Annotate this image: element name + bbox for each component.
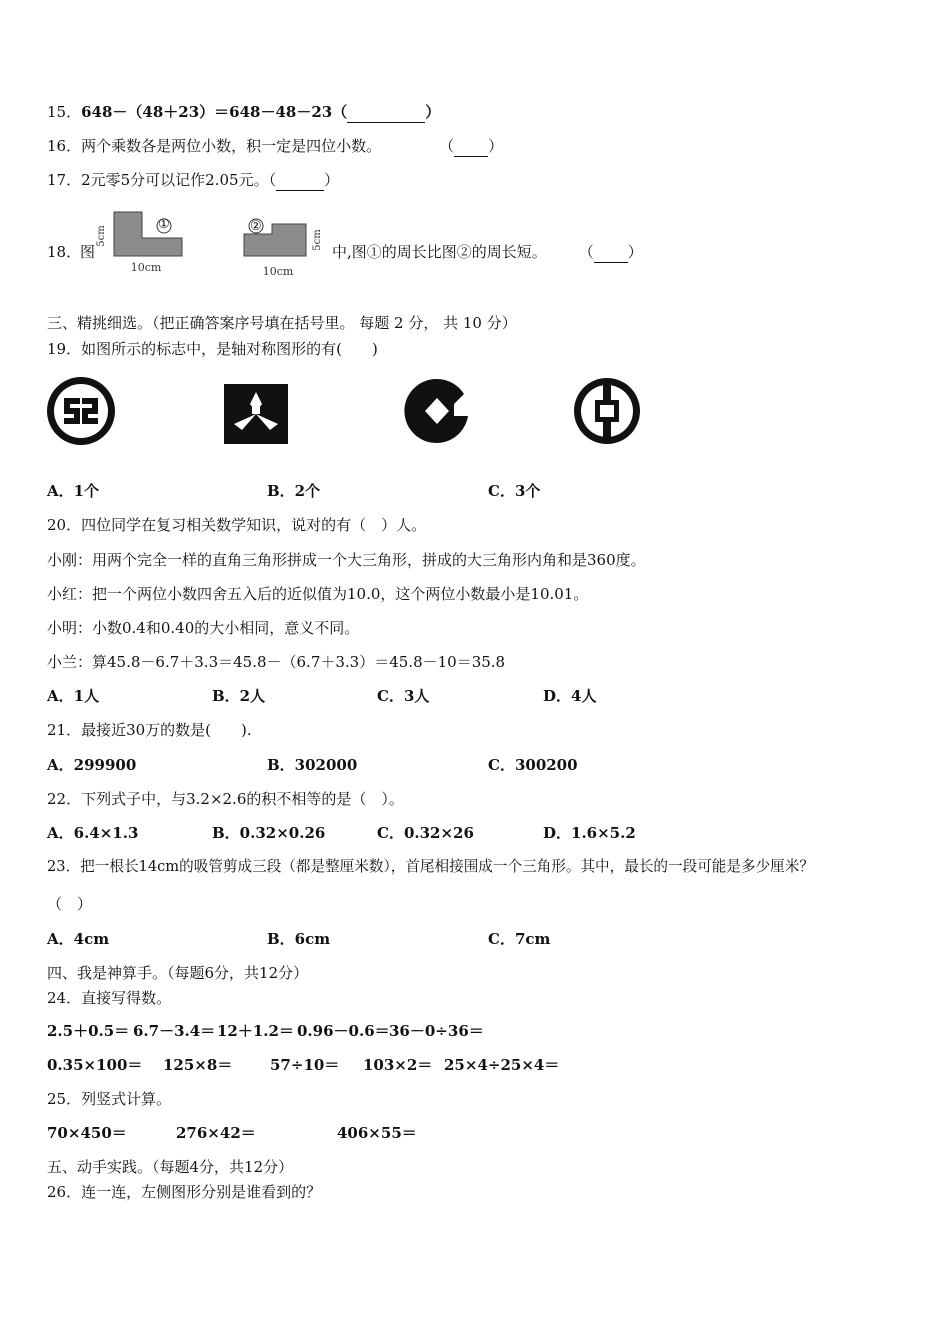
q26-number: 26． [47,1183,82,1201]
q18-paren-right: ） [627,243,643,261]
q18-fig2-circled-label: ② [250,219,262,234]
q15-text: 648－（48＋23）＝648－48－23（ [81,103,348,121]
q18-answer-blank[interactable] [594,242,628,263]
q20-number: 20． [47,516,82,534]
q20-statement-4: 小兰：算45.8－6.7＋3.3＝45.8－（6.7＋3.3）＝45.8－10＝35.8 [47,653,506,671]
section-5-heading: 五、动手实践。（每题4分，共12分） [47,1158,294,1176]
q16-answer-blank[interactable] [454,136,488,157]
q18-figure-1 [98,208,194,278]
q15-answer-blank[interactable] [347,102,425,123]
q24-row2-item-5: 25×4÷25×4＝ [444,1056,560,1074]
q18-post: 中,图①的周长比图②的周长短。 [332,243,547,261]
q20-option-c[interactable]: C．3人 [377,687,430,705]
q16-text: 两个乘数各是两位小数，积一定是四位小数。 [81,137,382,155]
section-3-heading: 三、精挑细选。（把正确答案序号填在括号里。 每题 2 分， 共 10 分） [47,314,517,332]
question-25 [47,1089,171,1109]
q19-option-c[interactable]: C．3个 [488,482,541,500]
q25-number: 25． [47,1090,82,1108]
question-15 [47,102,440,123]
question-24 [47,988,171,1008]
q20-statement-1: 小刚：用两个完全一样的直角三角形拼成一个大三角形，拼成的大三角形内角和是360度。 [47,551,646,569]
q21-option-c[interactable]: C．300200 [488,756,578,774]
q20-statement-2: 小红：把一个两位小数四舍五入后的近似值为10.0，这个两位小数最小是10.01。 [47,585,589,603]
question-16 [47,136,503,157]
q24-row2-item-4: 103×2＝ [363,1056,433,1074]
q24-row2-item-3: 57÷10＝ [270,1056,340,1074]
q19-option-a[interactable]: A．1个 [47,482,100,500]
q23-text: 把一根长14cm的吸管剪成三段（都是整厘米数），首尾相接围成一个三角形。其中，最长的一段可能是多少厘米？ [80,858,814,875]
q23-option-c[interactable]: C．7cm [488,930,551,948]
q18-fig2-bottom: 10cm [262,265,294,278]
q20-text: 四位同学在复习相关数学知识，说对的有（ ）人。 [81,516,427,534]
q22-option-a[interactable]: A．6.4×1.3 [47,824,139,842]
q18-post-line [332,242,643,263]
q23-paren[interactable]: （ ） [47,895,93,913]
question-17 [47,170,339,191]
q24-row2-item-2: 125×8＝ [163,1056,233,1074]
q19-number: 19． [47,340,82,358]
question-20 [47,515,426,535]
q24-row1-item-3: 12＋1.2＝ [217,1022,294,1040]
q23-option-a[interactable]: A．4cm [47,930,110,948]
q24-row1-item-4: 0.96－0.6＝ [297,1022,390,1040]
q20-statement-3: 小明：小数0.4和0.40的大小相同，意义不同。 [47,619,360,637]
q18-paren-left: （ [578,243,594,261]
q18-number: 18． [47,243,82,261]
q15-end: ） [425,103,441,121]
q24-row2-item-1: 0.35×100＝ [47,1056,143,1074]
q24-row1-item-5: 36－0÷36＝ [389,1022,484,1040]
q25-item-3: 406×55＝ [337,1124,417,1142]
q21-option-b[interactable]: B．302000 [267,756,358,774]
q18-fig2-side: 5cm [312,229,323,251]
q16-number: 16． [47,137,82,155]
q20-option-d[interactable]: D．4人 [543,687,597,705]
q24-row1-item-1: 2.5＋0.5＝ [47,1022,130,1040]
question-21 [47,720,252,740]
q26-text: 连一连，左侧图形分别是谁看到的？ [81,1183,322,1201]
bank-logo-3-icon [402,376,472,446]
q23-option-b[interactable]: B．6cm [267,930,331,948]
q21-number: 21． [47,721,82,739]
q24-text: 直接写得数。 [81,989,172,1007]
q22-option-d[interactable]: D．1.6×5.2 [543,824,636,842]
q18-pre: 图 [80,243,96,261]
q24-row1-item-2: 6.7－3.4＝ [133,1022,216,1040]
question-22 [47,789,404,809]
q25-text: 列竖式计算。 [81,1090,172,1108]
q19-text: 如图所示的标志中，是轴对称图形的有( ) [81,340,378,358]
q17-number: 17． [47,171,82,189]
question-19 [47,339,378,359]
q17-end: ） [324,171,340,189]
q22-option-b[interactable]: B．0.32×0.26 [212,824,326,842]
q22-number: 22． [47,790,82,808]
q18-fig1-bottom: 10cm [130,261,162,274]
question-23 [47,857,814,877]
bank-logo-2-icon [222,382,290,446]
q22-option-c[interactable]: C．0.32×26 [377,824,474,842]
q20-option-a[interactable]: A．1人 [47,687,100,705]
q17-answer-blank[interactable] [276,170,324,191]
q24-number: 24． [47,989,82,1007]
q21-text: 最接近30万的数是( ). [81,721,252,739]
section-4-heading: 四、我是神算手。（每题6分，共12分） [47,964,309,982]
q16-paren-right: ） [488,137,504,155]
q18-fig1-side: 5cm [96,225,107,247]
q25-item-1: 70×450＝ [47,1124,127,1142]
q20-option-b[interactable]: B．2人 [212,687,266,705]
q15-number: 15． [47,103,82,121]
q17-text: 2元零5分可以记作2.05元。（ [81,171,277,189]
q16-paren-left: （ [439,137,455,155]
bank-logo-1-icon [44,374,118,448]
bank-logo-4-icon [572,376,642,446]
q22-text: 下列式子中，与3.2×2.6的积不相等的是（ ）。 [81,790,404,808]
q18-fig1-circled-label: ① [158,217,170,232]
q25-item-2: 276×42＝ [176,1124,256,1142]
q21-option-a[interactable]: A．299900 [47,756,137,774]
q19-option-b[interactable]: B．2个 [267,482,321,500]
q23-number: 23． [47,858,81,875]
question-26 [47,1182,321,1202]
